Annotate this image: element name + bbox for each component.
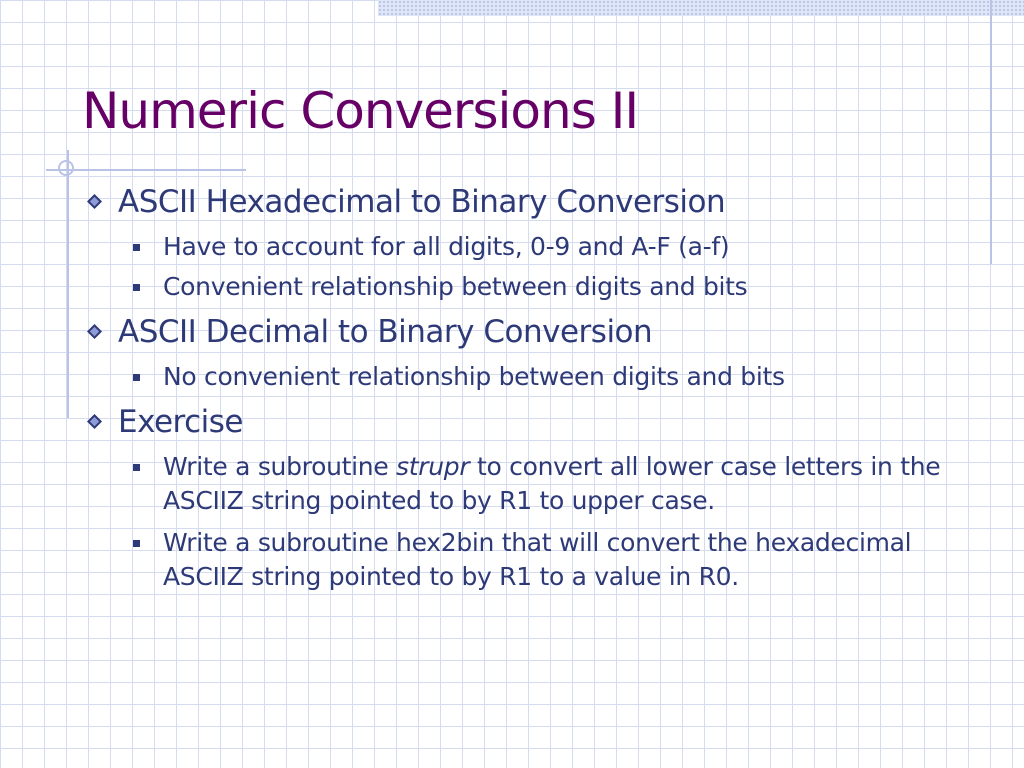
sub-bullet-text: Have to account for all digits, 0-9 and A-F (a-f): [163, 232, 730, 261]
slide-title: Numeric Conversions II: [82, 82, 639, 140]
exercise-text-after: to convert all lower case letters in the ASCIIZ string pointed to by R1 to upper case.: [163, 452, 941, 515]
diamond-bullet-icon: [87, 324, 102, 339]
sub-bullet: [80, 360, 980, 394]
square-bullet-icon: [133, 374, 140, 381]
square-bullet-icon: [133, 464, 140, 471]
left-accent-line: [67, 150, 69, 418]
bullet-hex-to-binary: [80, 182, 980, 222]
square-bullet-icon: [133, 244, 140, 251]
bullet-heading: Exercise: [118, 404, 243, 440]
bullet-exercise: [80, 402, 980, 442]
top-dotted-band: [378, 0, 1024, 16]
sub-bullet-text: Write a subroutine hex2bin that will convert the hexadecimal ASCIIZ string pointed to by R1 to a value in R0.: [163, 528, 912, 591]
sub-bullet: [80, 450, 980, 518]
diamond-bullet-icon: [87, 194, 102, 209]
bullet-decimal-to-binary: [80, 312, 980, 352]
bullet-heading: ASCII Decimal to Binary Conversion: [118, 314, 653, 350]
slide-body: [80, 182, 980, 594]
title-underline: [46, 169, 246, 171]
sub-bullet-text: Convenient relationship between digits and bits: [163, 272, 748, 301]
sub-bullet: [80, 230, 980, 264]
function-name-strupr: strupr: [396, 452, 470, 481]
sub-bullet-text: No convenient relationship between digits and bits: [163, 362, 785, 391]
exercise-text-before: Write a subroutine: [163, 452, 397, 481]
right-accent-line: [990, 0, 992, 264]
bullet-heading: ASCII Hexadecimal to Binary Conversion: [118, 184, 726, 220]
sub-bullet: [80, 526, 980, 594]
square-bullet-icon: [133, 540, 140, 547]
diamond-bullet-icon: [87, 414, 102, 429]
accent-ring-icon: [58, 160, 74, 176]
sub-bullet: [80, 270, 980, 304]
square-bullet-icon: [133, 284, 140, 291]
